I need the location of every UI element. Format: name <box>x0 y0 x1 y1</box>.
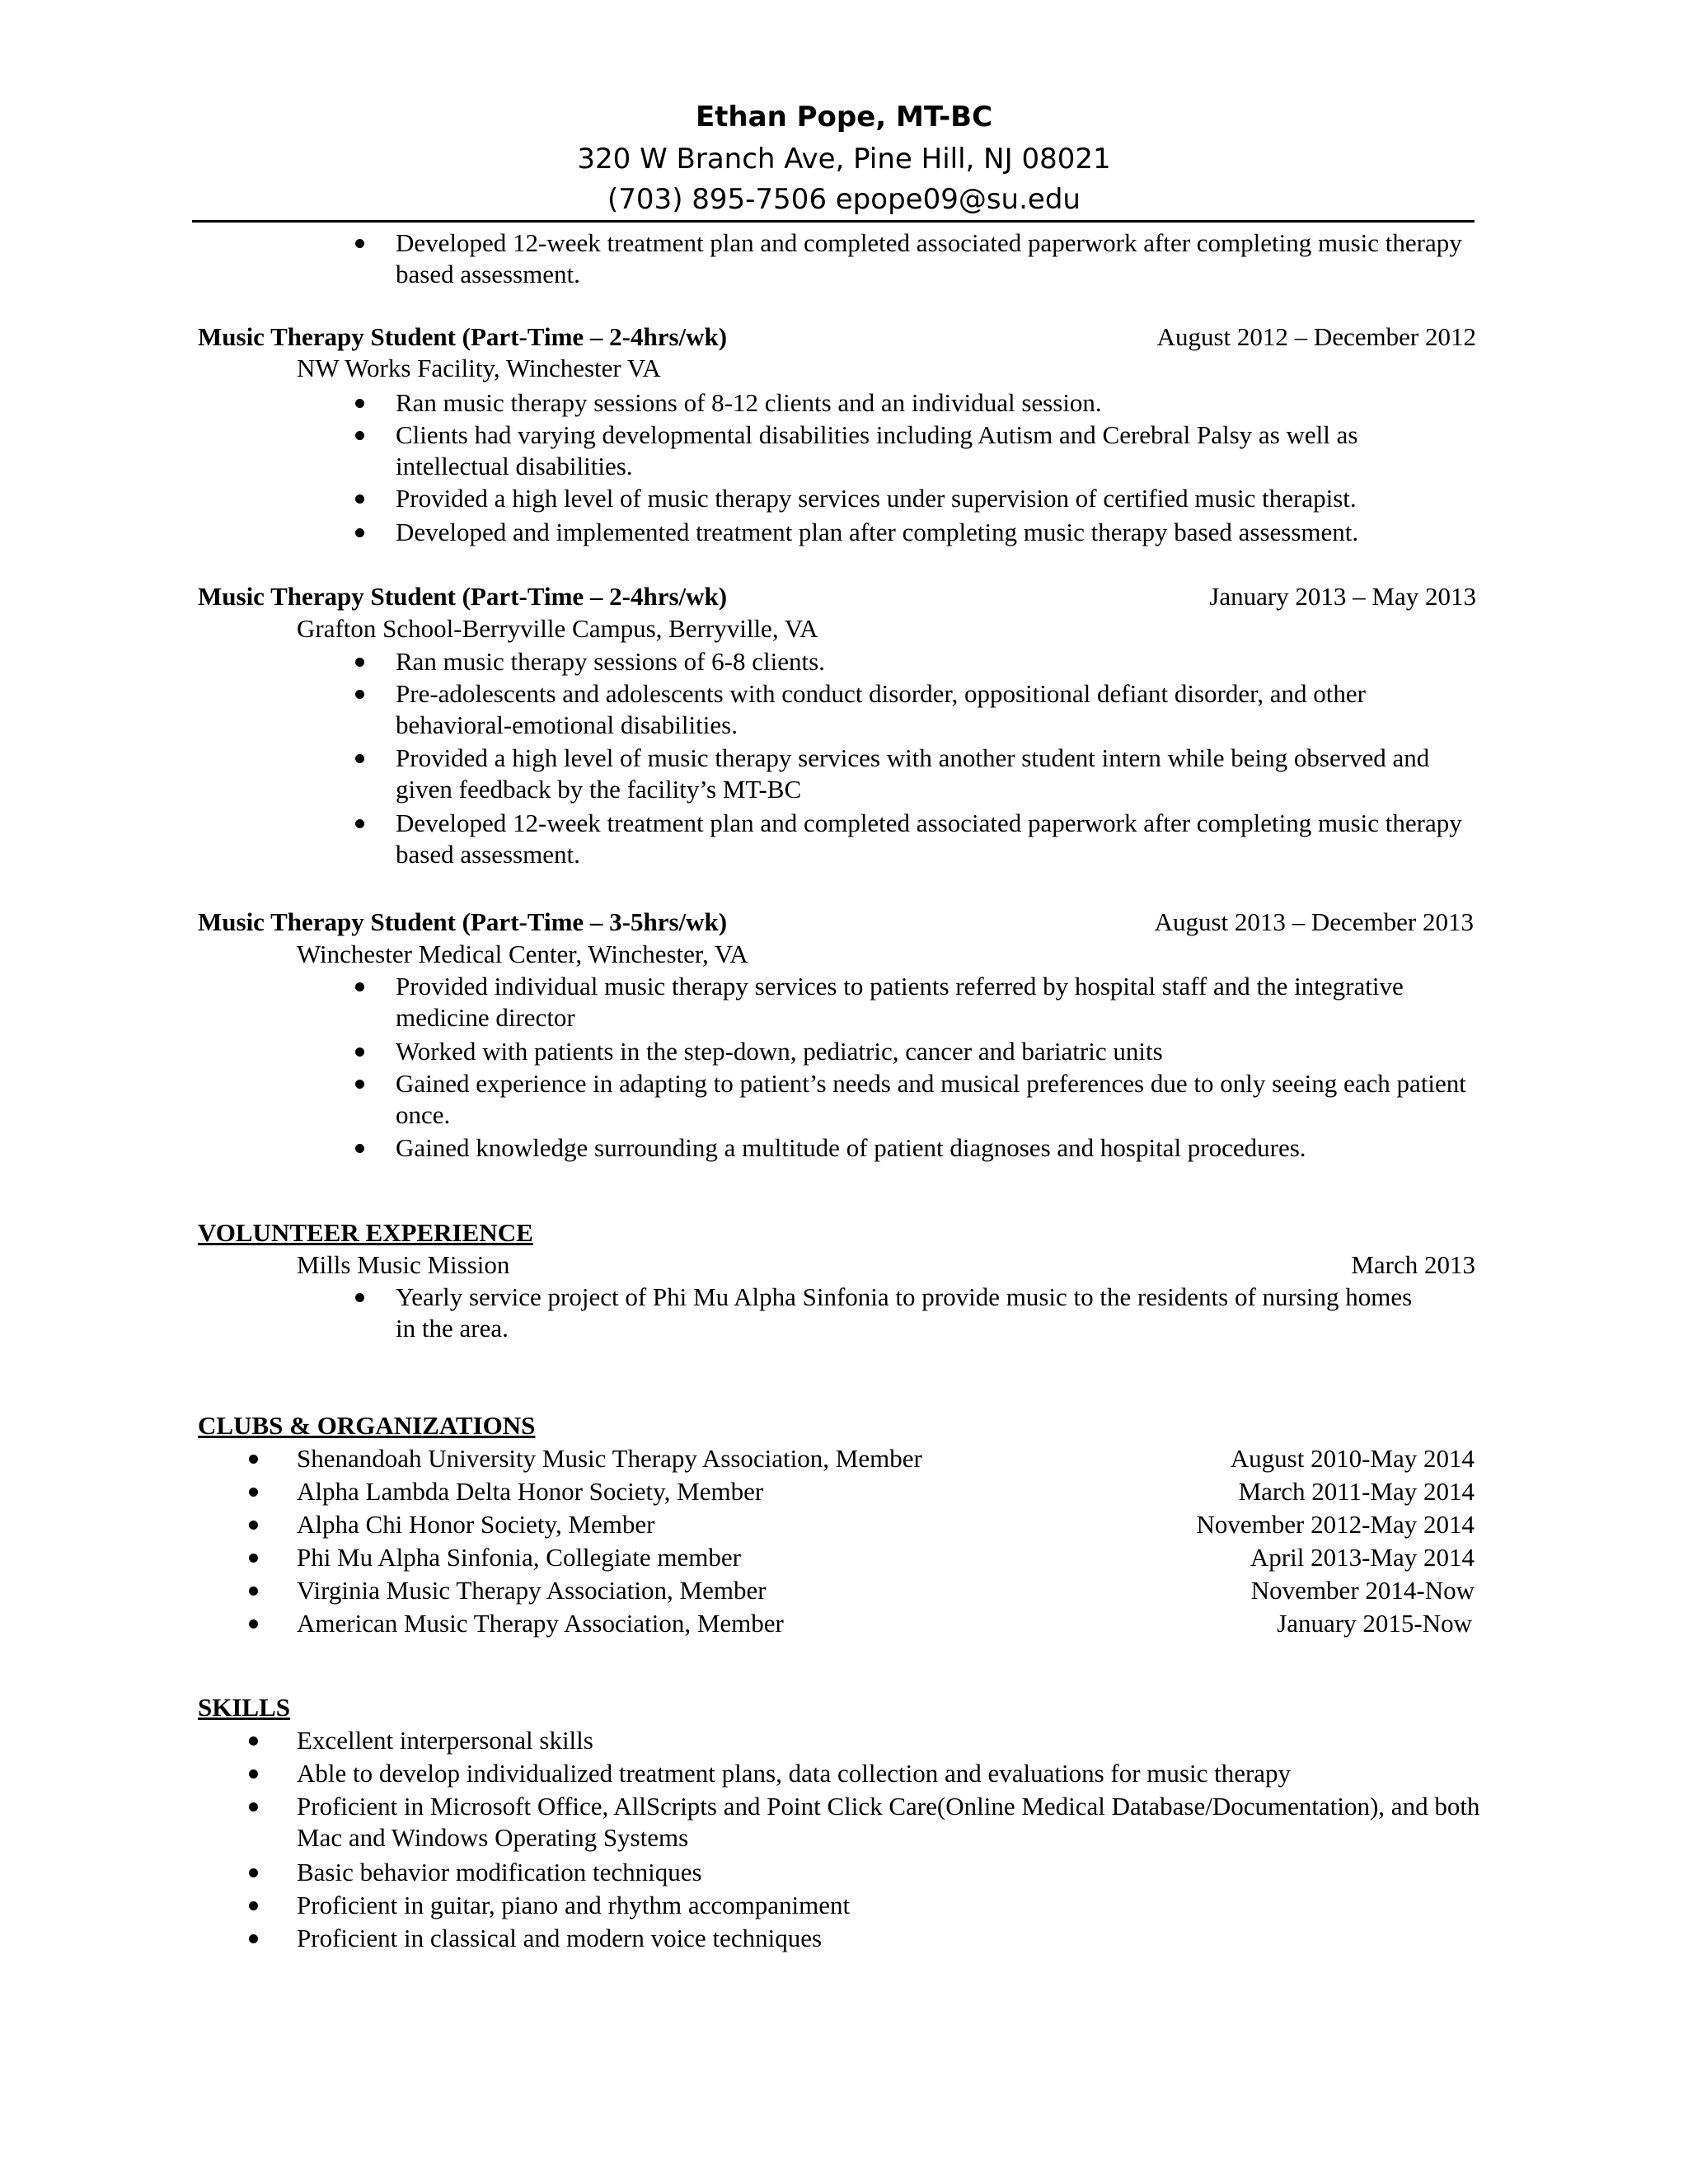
club-dates: November 2012-May 2014 <box>1196 1510 1475 1539</box>
club-name: Phi Mu Alpha Sinfonia, Collegiate member <box>297 1543 741 1572</box>
bullet-icon <box>249 1619 258 1629</box>
job-title: Music Therapy Student (Part-Time – 2-4hrs/wk) <box>198 582 728 611</box>
club-name: Shenandoah University Music Therapy Association, Member <box>297 1444 922 1473</box>
job-place: Grafton School-Berryville Campus, Berryville, VA <box>297 614 818 643</box>
bullet-text: Developed and implemented treatment plan after completing music therapy based assessment. <box>396 518 1359 546</box>
bullet-icon <box>249 1868 258 1877</box>
bullet-icon <box>249 1769 258 1779</box>
bullet-text: Developed 12-week treatment plan and completed associated paperwork after completing music therapy based assessment. <box>396 228 1462 288</box>
club-name: American Music Therapy Association, Member <box>297 1609 784 1638</box>
resume-contact: (703) 895-7506 epope09@su.edu <box>607 183 1081 216</box>
bullet-icon <box>249 1586 258 1596</box>
bullet-icon <box>249 1488 258 1497</box>
skill-text: Proficient in guitar, piano and rhythm accompaniment <box>297 1891 851 1919</box>
bullet-icon <box>355 528 364 537</box>
skill-text: Basic behavior modification techniques <box>297 1858 702 1886</box>
header-divider <box>192 220 1475 223</box>
bullet-icon <box>355 431 364 440</box>
bullet-text: Provided a high level of music therapy services with another student intern while being observed and given feedback by the facility’s MT-BC <box>396 743 1430 804</box>
bullet-text: Pre-adolescents and adolescents with conduct disorder, oppositional defiant disorder, and other behavioral-emotional disabilities. <box>396 679 1366 739</box>
bullet-icon <box>249 1934 258 1943</box>
bullet-text: Provided a high level of music therapy services under supervision of certified music therapist. <box>396 484 1357 513</box>
bullet-icon <box>355 754 364 763</box>
resume-name: Ethan Pope, MT-BC <box>695 101 993 134</box>
bullet-icon <box>355 1144 364 1153</box>
club-dates: April 2013-May 2014 <box>1250 1543 1475 1572</box>
bullet-text: Gained experience in adapting to patient’s needs and musical preferences due to only seeing each patient once. <box>396 1069 1466 1129</box>
job-place: Winchester Medical Center, Winchester, VA <box>297 940 748 968</box>
skill-text: Able to develop individualized treatment plans, data collection and evaluations for music therapy <box>297 1759 1292 1788</box>
skill-text: Proficient in Microsoft Office, AllScripts and Point Click Care(Online Medical Database/Documentation), and both Mac and Windows Operating Systems <box>297 1792 1480 1852</box>
section-heading-skills: SKILLS <box>198 1693 291 1722</box>
job-title: Music Therapy Student (Part-Time – 2-4hrs/wk) <box>198 322 728 351</box>
bullet-text: Developed 12-week treatment plan and completed associated paperwork after completing music therapy based assessment. <box>396 808 1462 869</box>
bullet-icon <box>355 1080 364 1089</box>
bullet-icon <box>355 658 364 667</box>
bullet-text: Gained knowledge surrounding a multitude of patient diagnoses and hospital procedures. <box>396 1133 1306 1162</box>
club-dates: November 2014-Now <box>1250 1576 1475 1605</box>
club-name: Alpha Lambda Delta Honor Society, Member <box>297 1477 764 1506</box>
bullet-text: Ran music therapy sessions of 6-8 clients. <box>396 647 825 676</box>
bullet-icon <box>355 1047 364 1057</box>
bullet-text: Worked with patients in the step-down, pediatric, cancer and bariatric units <box>396 1037 1163 1066</box>
bullet-text: Clients had varying developmental disabilities including Autism and Cerebral Palsy as well as intellectual disabilities. <box>396 420 1358 480</box>
section-heading-volunteer: VOLUNTEER EXPERIENCE <box>198 1218 533 1247</box>
bullet-text: Yearly service project of Phi Mu Alpha Sinfonia to provide music to the residents of nursing homes in the area. <box>396 1282 1413 1343</box>
bullet-icon <box>355 494 364 504</box>
skill-text: Excellent interpersonal skills <box>297 1726 593 1755</box>
job-dates: August 2013 – December 2013 <box>1154 907 1474 936</box>
bullet-icon <box>249 1554 258 1563</box>
resume-address: 320 W Branch Ave, Pine Hill, NJ 08021 <box>577 143 1111 176</box>
bullet-icon <box>355 690 364 699</box>
bullet-icon <box>249 1521 258 1530</box>
club-name: Virginia Music Therapy Association, Member <box>297 1576 767 1605</box>
bullet-icon <box>249 1802 258 1811</box>
job-title: Music Therapy Student (Part-Time – 3-5hrs/wk) <box>198 907 728 936</box>
bullet-text: Provided individual music therapy services to patients referred by hospital staff and the integrative medicine director <box>396 972 1404 1032</box>
bullet-icon <box>355 982 364 991</box>
bullet-icon <box>355 239 364 248</box>
bullet-text: Ran music therapy sessions of 8-12 clients and an individual session. <box>396 388 1102 417</box>
club-dates: March 2011-May 2014 <box>1238 1477 1475 1506</box>
skill-text: Proficient in classical and modern voice techniques <box>297 1924 823 1952</box>
bullet-icon <box>355 399 364 408</box>
bullet-icon <box>249 1736 258 1746</box>
job-dates: August 2012 – December 2012 <box>1156 322 1476 351</box>
job-place: NW Works Facility, Winchester VA <box>297 354 661 382</box>
bullet-icon <box>355 1293 364 1302</box>
bullet-icon <box>355 819 364 828</box>
job-dates: January 2013 – May 2013 <box>1209 582 1476 611</box>
volunteer-org: Mills Music Mission <box>297 1250 510 1279</box>
bullet-icon <box>249 1901 258 1910</box>
section-heading-clubs: CLUBS & ORGANIZATIONS <box>198 1411 536 1440</box>
club-dates: January 2015-Now <box>1277 1609 1472 1638</box>
bullet-icon <box>249 1455 258 1464</box>
club-dates: August 2010-May 2014 <box>1230 1444 1475 1473</box>
club-name: Alpha Chi Honor Society, Member <box>297 1510 655 1539</box>
volunteer-date: March 2013 <box>1351 1250 1475 1279</box>
